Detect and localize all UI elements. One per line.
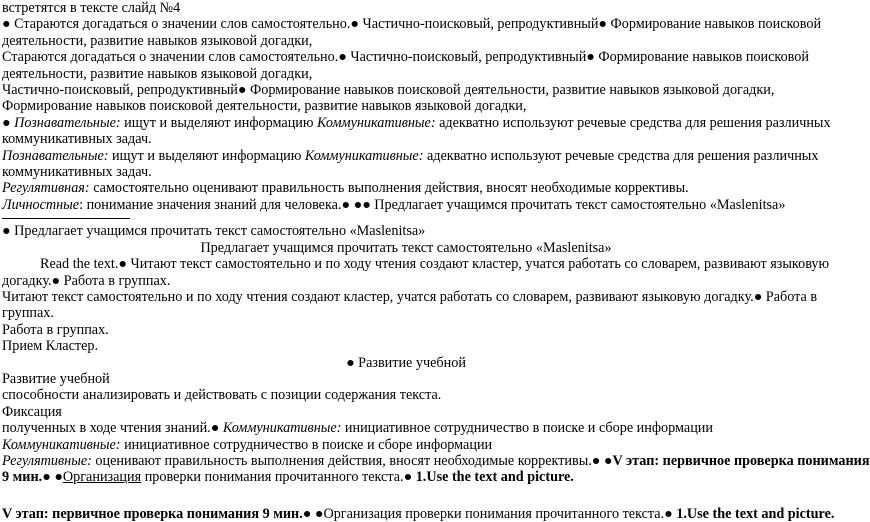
text-line: Читают текст самостоятельно и по ходу чтения создают кластер, учатся работать со словарем, развивают языковую догадку.● Работа в — [2, 288, 818, 305]
stage-duration: 9 мин.● ● — [2, 469, 63, 486]
centered-line: ● Развитие учебной — [346, 354, 466, 371]
personal-line — [2, 197, 810, 213]
communicative-label: Коммуникативные: — [2, 436, 121, 453]
regulatory-label: Регулятивные: — [2, 452, 92, 469]
personal-text: : понимание значения знаний для человека.● ●● Предлагает учащимся прочитать текст самостоятельно «Maslenitsa» — [79, 196, 786, 213]
text-line: встретятся в тексте слайд №4 — [2, 0, 181, 16]
regulatory-line-1 — [2, 180, 810, 196]
communicative-text: адекватно используют речевые средства для решения различных — [435, 114, 831, 131]
regulatory-label: Регулятивная: — [2, 180, 90, 197]
task-heading: 1.Use the text and picture. — [415, 469, 574, 486]
cognitive-label: Познавательные: — [2, 147, 109, 164]
text-line: коммуникативных задач. — [2, 131, 152, 148]
cognitive-line-2 — [2, 147, 819, 164]
regulatory-line-2 — [2, 452, 870, 469]
text-line: Read the text.● Читают текст самостоятельно и по ходу чтения создают кластер, учатся работать со словарем, развивают языковую — [40, 256, 830, 273]
communicative-label: Коммуникативные: — [317, 114, 436, 131]
fixation-line — [2, 420, 810, 436]
cognitive-line-1 — [2, 114, 831, 131]
stage-line — [2, 469, 810, 485]
communicative-label: Коммуникативные: — [222, 420, 342, 437]
text-line: Частично-поисковый, репродуктивный● Формирование навыков поисковой деятельности, развитие навыков языковой догадки, — [2, 82, 775, 99]
text-line: деятельности, развитие навыков языковой догадки, — [2, 65, 313, 82]
stage-heading: V этап: первичное проверка понимания 9 мин.● ● — [2, 505, 324, 522]
stage-text: Организация проверки понимания прочитанного текста.● — [323, 505, 677, 522]
text-line: ● Стараются догадаться о значении слов самостоятельно.● Частично-поисковый, репродуктивный● Формирование навыков поисковой — [2, 16, 822, 33]
communicative-line — [2, 437, 810, 453]
final-line — [2, 505, 835, 522]
task-heading: 1.Use the text and picture. — [676, 505, 835, 522]
centered-line: Предлагает учащимся прочитать текст самостоятельно «Maslenitsa» — [200, 239, 612, 256]
communicative-text: инициативное сотрудничество в поиске и сборе информации — [341, 420, 713, 437]
text-line: Работа в группах. — [2, 321, 109, 338]
cognitive-label: Познавательные: — [14, 114, 121, 131]
text-line: Прием Кластер. — [2, 338, 99, 355]
text-line: Фиксация — [2, 403, 62, 420]
text-line: Развитие учебной — [2, 370, 110, 387]
text-line: группах. — [2, 305, 54, 322]
fixation-text: полученных в ходе чтения знаний.● — [2, 420, 223, 437]
text-line: Стараются догадаться о значении слов самостоятельно.● Частично-поисковый, репродуктивный● Формирование навыков поисковой — [2, 49, 809, 66]
stage-heading: V этап: первичное проверка понимания — [612, 452, 870, 469]
cognitive-text: ищут и выделяют информацию — [120, 114, 318, 131]
text-line: ● Предлагает учащимся прочитать текст самостоятельно «Maslenitsa» — [2, 223, 426, 240]
personal-label: Личностные — [2, 196, 80, 213]
regulatory-text: самостоятельно оценивают правильность выполнения действия, вносят необходимые коррективы. — [89, 180, 689, 197]
stage-text: проверки понимания прочитанного текста.● — [141, 469, 416, 486]
text-line: коммуникативных задач. — [2, 164, 152, 181]
text-line: способности анализировать и действовать с позиции содержания текста. — [2, 387, 442, 404]
text-line: деятельности, развитие навыков языковой догадки, — [2, 32, 313, 49]
cognitive-text: ищут и выделяют информацию — [108, 147, 305, 164]
communicative-label: Коммуникативные: — [304, 147, 424, 164]
communicative-text: адекватно используют речевые средства для решения различных — [423, 147, 819, 164]
stage-text-underlined: Организация — [62, 469, 142, 486]
bullet: ● — [2, 114, 15, 131]
communicative-text: инициативное сотрудничество в поиске и сборе информации — [120, 436, 493, 453]
text-line: Формирование навыков поисковой деятельности, развитие навыков языковой догадки, — [2, 98, 527, 115]
spacer — [2, 486, 810, 506]
divider-rule — [2, 218, 130, 219]
regulatory-text: оценивают правильность выполнения действия, вносят необходимые коррективы.● ● — [91, 452, 613, 469]
text-line: догадку.● Работа в группах. — [2, 272, 171, 289]
